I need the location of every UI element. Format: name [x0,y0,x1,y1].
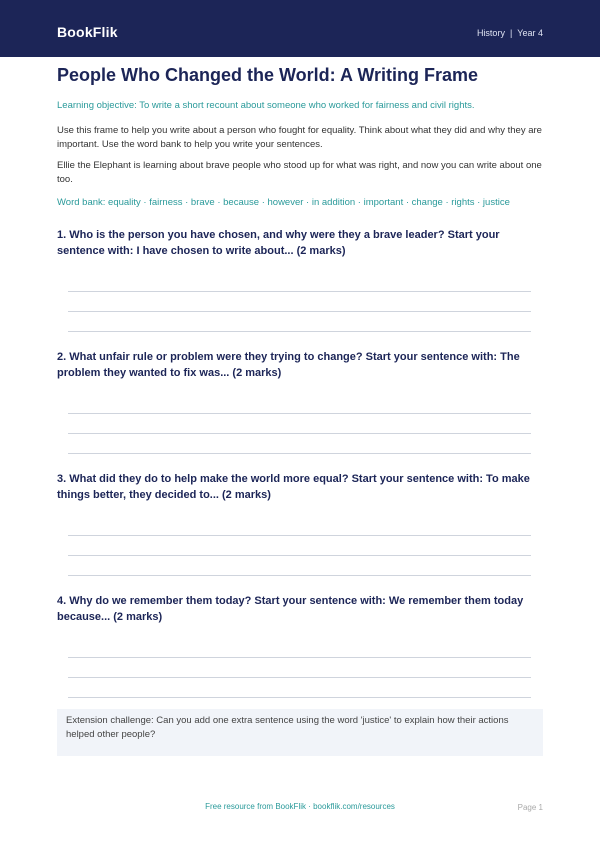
question-3: 3. What did they do to help make the world more equal? Start your sentence with: To make things better, they decided to... (2 marks) [57,473,530,501]
answer-line[interactable] [68,331,531,332]
answer-line[interactable] [68,697,531,698]
year-label: Year 4 [517,28,543,38]
brand-logo-text: BookFlik [57,24,118,40]
meta-separator: | [509,28,513,38]
question-1: 1. Who is the person you have chosen, and why were they a brave leader? Start your sentence with: I have chosen to write about... (2 marks) [57,229,500,257]
learning-objective: Learning objective: To write a short recount about someone who worked for fairness and civil rights. [57,100,475,111]
header-bar [0,0,600,57]
page-title: People Who Changed the World: A Writing Frame [57,65,479,85]
subject-label: History [476,28,505,38]
word-bank: Word bank: equality · fairness · brave · because · however · in addition · important · change · rights · justice [57,197,510,208]
intro-paragraph-1: Use this frame to help you write about a person who fought for equality. Think about what they did and why they are important. Use the word bank to help you write your sentences. [57,125,542,150]
page-number: Page 1 [517,803,543,812]
answer-line[interactable] [68,413,531,414]
answer-line[interactable] [68,657,531,658]
answer-line[interactable] [68,575,531,576]
answer-line[interactable] [68,453,531,454]
answer-line[interactable] [68,433,531,434]
question-4: 4. Why do we remember them today? Start your sentence with: We remember them today because... (2 marks) [57,595,524,623]
footer-credit: Free resource from BookFlik · bookflik.com/resources [205,802,395,811]
extension-challenge-box: Extension challenge: Can you add one extra sentence using the word 'justice' to explain how their actions helped other people? [57,709,543,756]
question-2: 2. What unfair rule or problem were they trying to change? Start your sentence with: The problem they wanted to fix was... (2 marks) [57,351,520,379]
intro-paragraph-2: Ellie the Elephant is learning about brave people who stood up for what was right, and now you can write about one too. [57,160,542,185]
header-meta [477,28,543,38]
answer-line[interactable] [68,291,531,292]
answer-line[interactable] [68,311,531,312]
answer-line[interactable] [68,677,531,678]
answer-line[interactable] [68,555,531,556]
answer-line[interactable] [68,535,531,536]
